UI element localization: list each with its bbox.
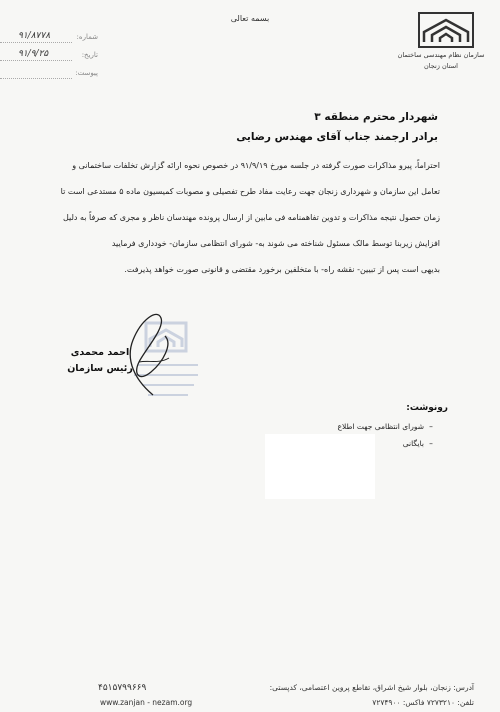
copy-bullet: – — [429, 439, 433, 448]
attachment-line — [0, 78, 72, 79]
recipient-line2: برادر ارجمند جناب آقای مهندس رضایی — [236, 131, 438, 143]
number-value: ۹۱/۸۷۷۸ — [18, 31, 51, 41]
body-line3: زمان حصول نتیجه مذاکرات و تدوین تفاهمنامه فی مابین از ارسال پرونده مهندسان ناظر و مجری که صرفاً به دلیل — [62, 213, 440, 222]
number-label: شماره: — [76, 33, 98, 41]
redacted-area — [265, 434, 375, 499]
number-line — [0, 42, 72, 43]
copy-item-label: شورای انتظامی جهت اطلاع — [337, 422, 424, 431]
copy-item — [238, 418, 438, 435]
body-line4: افزایش زیربنا توسط مالک مسئول شناخته می شوند به- شورای انتظامی سازمان- خودداری فرمایید — [111, 239, 440, 248]
org-name — [396, 50, 486, 72]
body-line2: تعامل این سازمان و شهرداری زنجان جهت رعایت مفاد طرح تفصیلی و مصوبات کمیسیون ماده ۵ مستدعی است تا — [60, 187, 440, 196]
copy-bullet: – — [429, 422, 433, 431]
body-line1: احتراماً، پیرو مذاکرات صورت گرفته در جلسه مورخ ۹۱/۹/۱۹ در خصوص نحوه ارائه گزارش تخلفات ساختمانی و — [72, 161, 440, 170]
date-line — [0, 60, 72, 61]
recipient-line1: شهردار محترم منطقه ۳ — [314, 111, 438, 123]
footer-address: آدرس: زنجان، بلوار شیخ اشراق، تقاطع پروین اعتصامی، کدپستی: — [269, 683, 474, 692]
signatory-name: احمد محمدی — [70, 347, 130, 358]
letter-meta — [0, 33, 100, 87]
signatory-title: رئیس سازمان — [67, 363, 133, 374]
body-line5: بدیهی است پس از تبیین- نقشه راه- با متخلفین برخورد مقتضی و قانونی صورت خواهد پذیرفت. — [124, 265, 440, 274]
copy-item-label: بایگانی — [402, 439, 424, 448]
copies-heading: رونوشت: — [406, 403, 448, 413]
number-row — [0, 33, 100, 51]
recipient — [138, 107, 438, 147]
org-logo-icon — [418, 12, 474, 48]
org-name-line2: استان زنجان — [424, 62, 458, 70]
date-value: ۹۱/۹/۲۵ — [18, 49, 49, 59]
org-name-line1: سازمان نظام مهندسی ساختمان — [397, 51, 485, 59]
bismillah: بسمه تعالی — [230, 14, 270, 23]
footer-postal-code: ۴۵۱۵۷۹۹۶۶۹ — [98, 683, 147, 693]
attachment-row — [0, 69, 100, 87]
letter-body — [55, 153, 440, 283]
date-label: تاریخ: — [81, 51, 98, 59]
footer-phone-fax: تلفن: ۷۲۷۳۲۱۰ فاکس: ۷۲۷۴۹۰۰ — [372, 698, 474, 707]
footer-website: www.zanjan - nezam.org — [100, 698, 193, 707]
date-row — [0, 51, 100, 69]
attachment-label: پیوست: — [75, 69, 98, 77]
